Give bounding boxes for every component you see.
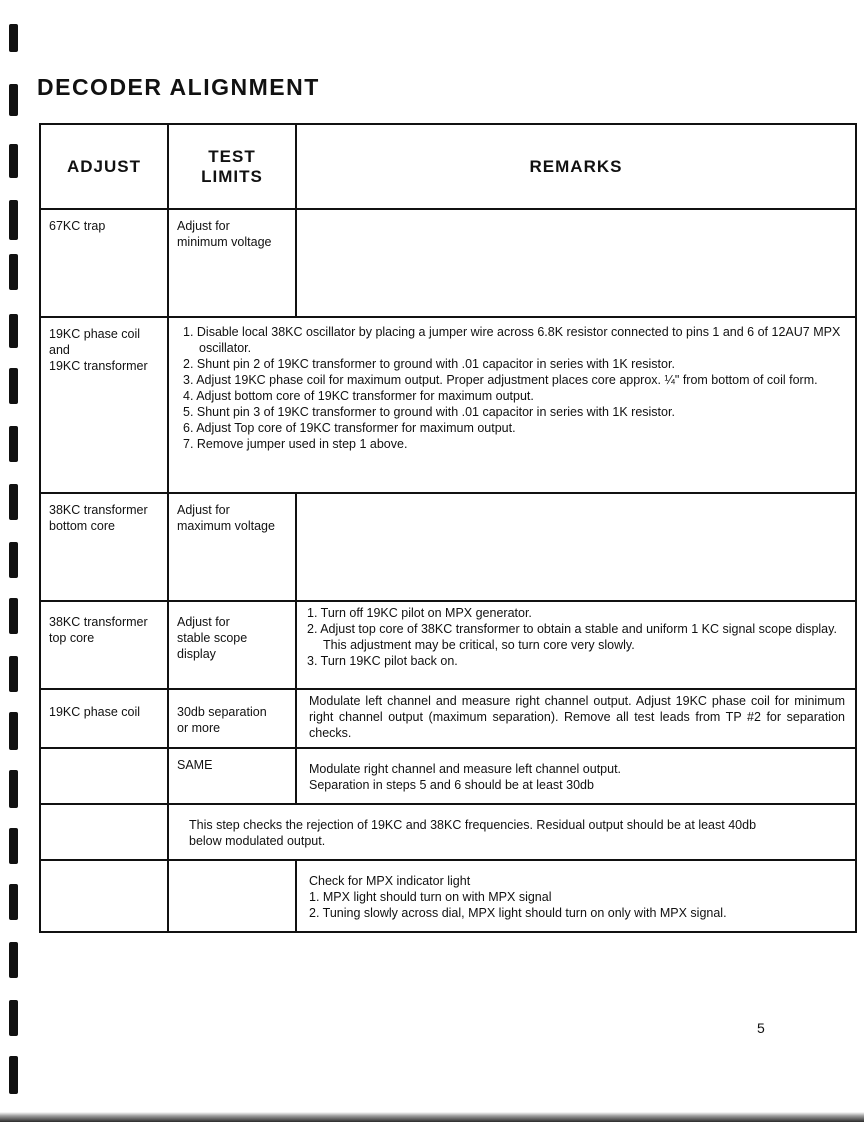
binding-hole — [9, 1000, 18, 1036]
adjust-cell — [40, 493, 168, 601]
binding-hole — [9, 484, 18, 520]
limits-cell — [168, 493, 296, 601]
remarks-steps — [307, 605, 845, 669]
remarks-step: 3. Turn 19KC pilot back on. — [307, 654, 458, 668]
remarks-step: 2. Adjust top core of 38KC transformer to obtain a stable and uniform 1 KC signal scope display. This adjustment may be critical, so turn core very slowly. — [307, 622, 837, 652]
page-edge-shadow — [0, 1112, 864, 1122]
adjust-cell — [40, 209, 168, 317]
table-row — [40, 493, 856, 601]
limits-cell — [168, 209, 296, 317]
remarks-steps — [183, 324, 845, 452]
table-row — [40, 748, 856, 804]
table-row — [40, 317, 856, 493]
remarks-text: Modulate right channel and measure left channel output. — [309, 762, 622, 776]
header-adjust: ADJUST — [40, 124, 168, 209]
table-row — [40, 689, 856, 748]
binding-hole — [9, 144, 18, 178]
remarks-cell — [296, 860, 856, 932]
adjust-text: 19KC phase coil — [49, 705, 141, 719]
header-test-limits — [168, 124, 296, 209]
limits-cell — [168, 601, 296, 689]
remarks-cell — [296, 689, 856, 748]
remarks-text: This step checks the rejection of 19KC and 38KC frequencies. Residual output should be at least 40db below modulated output. — [189, 818, 757, 848]
adjust-text: 38KC transformer — [49, 615, 148, 629]
header-row — [40, 124, 856, 209]
adjust-text: 67KC trap — [49, 219, 106, 233]
remarks-cell — [168, 317, 856, 493]
remarks-step: 1. Disable local 38KC oscillator by placing a jumper wire across 6.8K resistor connected to pins 1 and 6 of 12AU7 MPX oscillator. — [183, 325, 841, 355]
remarks-text: Separation in steps 5 and 6 should be at least 30db — [309, 778, 594, 792]
remarks-step: 4. Adjust bottom core of 19KC transformer for maximum output. — [183, 389, 534, 403]
binding-hole — [9, 884, 18, 920]
remarks-step: 2. Shunt pin 2 of 19KC transformer to ground with .01 capacitor in series with 1K resistor. — [183, 357, 675, 371]
adjust-cell — [40, 860, 168, 932]
binding-hole — [9, 712, 18, 750]
adjust-cell — [40, 689, 168, 748]
binding-hole — [9, 770, 18, 808]
table-row — [40, 209, 856, 317]
remarks-text: Check for MPX indicator light — [309, 874, 471, 888]
remarks-text: 2. Tuning slowly across dial, MPX light should turn on only with MPX signal. — [309, 906, 727, 920]
binding-hole — [9, 598, 18, 634]
remarks-step: 7. Remove jumper used in step 1 above. — [183, 437, 408, 451]
adjust-cell — [40, 804, 168, 860]
limits-cell — [168, 689, 296, 748]
remarks-text: 1. MPX light should turn on with MPX signal — [309, 890, 552, 904]
remarks-step: 5. Shunt pin 3 of 19KC transformer to ground with .01 capacitor in series with 1K resistor. — [183, 405, 675, 419]
adjust-cell — [40, 317, 168, 493]
adjust-cell — [40, 601, 168, 689]
header-test-limits-line: TEST — [208, 146, 256, 166]
remarks-cell — [296, 209, 856, 317]
adjust-cell — [40, 748, 168, 804]
limits-text: display — [177, 647, 216, 661]
binding-hole — [9, 254, 18, 290]
limits-text: SAME — [177, 758, 213, 772]
binding-hole — [9, 942, 18, 978]
remarks-step: 3. Adjust 19KC phase coil for maximum output. Proper adjustment places core approx. ¼" from bottom of coil form. — [183, 373, 818, 387]
adjust-text: and — [49, 343, 70, 357]
table-row — [40, 601, 856, 689]
limits-text: maximum voltage — [177, 519, 275, 533]
limits-text: Adjust for — [177, 503, 230, 517]
binding-hole — [9, 656, 18, 692]
table-row — [40, 860, 856, 932]
binding-hole — [9, 314, 18, 348]
limits-text: Adjust for — [177, 615, 230, 629]
remarks-step: 1. Turn off 19KC pilot on MPX generator. — [307, 606, 532, 620]
limits-cell — [168, 860, 296, 932]
remarks-text: Modulate left channel and measure right channel output. Adjust 19KC phase coil for minimum right channel output (maximum separation). Remove all test leads from TP #2 for separation checks. — [309, 694, 845, 740]
binding-hole — [9, 24, 18, 52]
adjust-text: 19KC transformer — [49, 359, 148, 373]
limits-cell — [168, 748, 296, 804]
binding-hole — [9, 200, 18, 240]
limits-text: minimum voltage — [177, 235, 272, 249]
header-remarks: REMARKS — [296, 124, 856, 209]
binding-holes — [0, 0, 26, 1122]
limits-text: or more — [177, 721, 221, 735]
remarks-cell — [296, 601, 856, 689]
binding-hole — [9, 828, 18, 864]
adjust-text: 38KC transformer — [49, 503, 148, 517]
binding-hole — [9, 84, 18, 116]
binding-hole — [9, 1056, 18, 1094]
limits-text: Adjust for — [177, 219, 230, 233]
header-test-limits-line: LIMITS — [201, 166, 263, 186]
page-title: DECODER ALIGNMENT — [37, 74, 320, 100]
remarks-cell — [296, 493, 856, 601]
page-number: 5 — [757, 1020, 765, 1036]
binding-hole — [9, 426, 18, 462]
binding-hole — [9, 542, 18, 578]
remarks-cell — [168, 804, 856, 860]
limits-text: 30db separation — [177, 705, 267, 719]
binding-hole — [9, 368, 18, 404]
limits-text: stable scope — [177, 631, 248, 645]
table-row — [40, 804, 856, 860]
adjust-text: 19KC phase coil — [49, 327, 141, 341]
alignment-table — [39, 123, 857, 933]
adjust-text: bottom core — [49, 519, 116, 533]
remarks-cell — [296, 748, 856, 804]
adjust-text: top core — [49, 631, 95, 645]
remarks-step: 6. Adjust Top core of 19KC transformer for maximum output. — [183, 421, 516, 435]
